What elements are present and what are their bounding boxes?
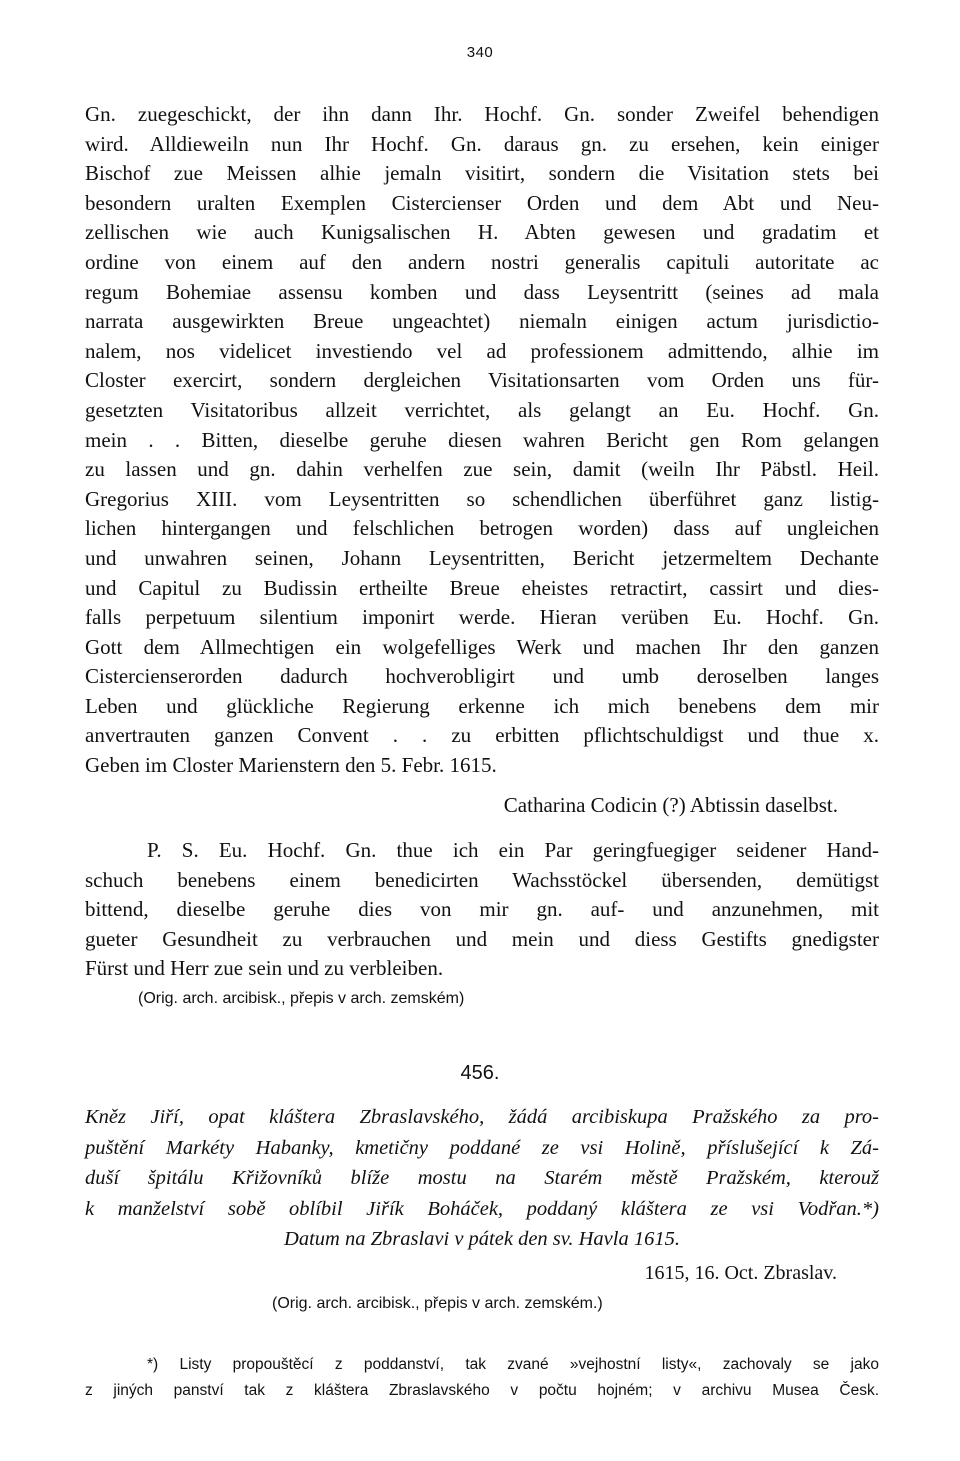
- letter-body: [85, 100, 879, 781]
- text-line: puštění Markéty Habanky, kmetičny poddané ze vsi Holině, příslušející k Zá-: [85, 1136, 879, 1159]
- text-line: ordine von einem auf den andern nostri generalis capituli autoritate ac: [85, 249, 879, 274]
- text-line: gesetzten Visitatoribus allzeit verrichtet, als gelangt an Eu. Hochf. Gn.: [85, 397, 879, 422]
- text-line: P. S. Eu. Hochf. Gn. thue ich ein Par geringfuegiger seidener Hand-: [147, 838, 879, 862]
- text-line: schuch benebens einem benedicirten Wachsstöckel übersenden, demütigst: [85, 867, 879, 892]
- text-line: Datum na Zbraslavi v pátek den sv. Havla 1615.: [284, 1228, 680, 1250]
- text-line: anvertrauten ganzen Convent . . zu erbitten pflichtschuldigst und thue x.: [85, 723, 879, 748]
- text-line: Geben im Closter Marienstern den 5. Febr. 1615.: [85, 753, 497, 778]
- text-line: falls perpetuum silentium imponirt werde. Hieran verüben Eu. Hochf. Gn.: [85, 605, 879, 630]
- text-line: duší špitálu Křižovníků blíže mostu na Starém městě Pražském, kterouž: [85, 1167, 879, 1189]
- text-line: zu lassen und gn. dahin verhelfen zue sein, damit (weiln Ihr Päbstl. Heil.: [85, 457, 879, 482]
- text-line: Leben und glückliche Regierung erkenne ich mich benebens dem mir: [85, 693, 879, 718]
- text-line: regum Bohemiae assensu komben und dass Leysentritt (seines ad mala: [85, 279, 879, 304]
- text-line: lichen hintergangen und felschlichen betrogen worden) dass auf ungleichen: [85, 516, 879, 541]
- text-line: mein . . Bitten, dieselbe geruhe diesen wahren Bericht gen Rom gelangen: [85, 427, 879, 452]
- text-line: besondern uralten Exemplen Cistercienser Orden und dem Abt und Neu-: [85, 190, 879, 215]
- text-line: gueter Gesundheit zu verbrauchen und mein und diess Gestifts gnedigster: [85, 926, 879, 951]
- page-number: 340: [466, 44, 494, 61]
- footnote-line: *) Listy propouštěcí z poddanství, tak zvané »vejhostní listy«, zachovaly se jako: [147, 1356, 879, 1373]
- footnote: [85, 1352, 879, 1404]
- text-line: Gott dem Allmechtigen ein wolgefelliges Werk und machen Ihr den ganzen: [85, 634, 879, 659]
- text-line: nalem, nos videlicet investiendo vel ad professionem admittendo, alhie im: [85, 338, 879, 363]
- text-line: Fürst und Herr zue sein und zu verbleiben.: [85, 956, 444, 981]
- text-line: Closter exercirt, sondern dergleichen Visitationsarten vom Orden uns für-: [85, 368, 879, 393]
- text-line: Cistercienserorden dadurch hochverobligirt und umb deroselben langes: [85, 664, 879, 689]
- text-line: narrata ausgewirkten Breue ungeachtet) niemaln einigen actum jurisdictio-: [85, 309, 879, 334]
- regest: [85, 1102, 879, 1255]
- text-line: und unwahren seinen, Johann Leysentritten, Bericht jetzermeltem Dechante: [85, 545, 879, 570]
- text-line: Bischof zue Meissen alhie jemaln visitirt, sondern die Visitation stets bei: [85, 161, 879, 186]
- postscript: [85, 836, 879, 984]
- text-line: und Capitul zu Budissin ertheilte Breue eheistes retractirt, cassirt und dies-: [85, 575, 879, 600]
- text-line: wird. Alldieweiln nun Ihr Hochf. Gn. daraus gn. zu ersehen, kein einiger: [85, 131, 879, 156]
- document-number: 456.: [460, 1062, 500, 1084]
- text-line: Gn. zuegeschickt, der ihn dann Ihr. Hochf. Gn. sonder Zweifel behendigen: [85, 102, 879, 126]
- source-note: (Orig. arch. arcibisk., přepis v arch. zemském): [138, 990, 465, 1007]
- text-line: Kněz Jiří, opat kláštera Zbraslavského, žádá arcibiskupa Pražského za pro-: [85, 1106, 879, 1128]
- footnote-line: z jiných panství tak z kláštera Zbraslavského v počtu hojném; v archivu Musea Česk.: [85, 1382, 879, 1399]
- text-line: bittend, dieselbe geruhe dies von mir gn. auf- und anzunehmen, mit: [85, 897, 879, 922]
- text-line: zellischen wie auch Kunigsalischen H. Abten gewesen und gradatim et: [85, 220, 879, 245]
- letter-signature: Catharina Codicin (?) Abtissin daselbst.: [503, 793, 838, 817]
- dating-line: 1615, 16. Oct. Zbraslav.: [644, 1262, 837, 1284]
- text-line: Gregorius XIII. vom Leysentritten so schendlichen überführet ganz listig-: [85, 486, 879, 511]
- text-line: k manželství sobě oblíbil Jiřík Boháček, poddaný kláštera ze vsi Vodřan.*): [85, 1197, 879, 1220]
- source-note: (Orig. arch. arcibisk., přepis v arch. zemském.): [272, 1295, 603, 1312]
